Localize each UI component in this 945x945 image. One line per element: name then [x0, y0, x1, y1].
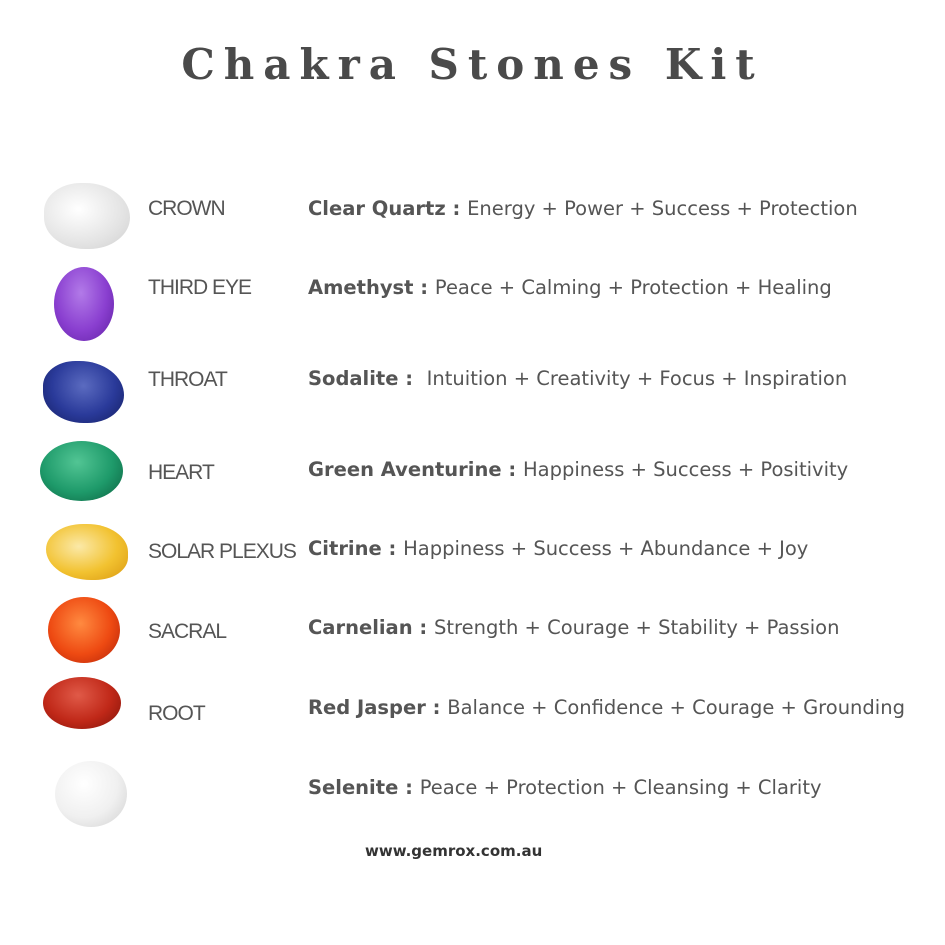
selenite-stone-image	[55, 761, 127, 827]
stone-description	[308, 616, 839, 640]
stone-benefits: Strength + Courage + Stability + Passion	[434, 616, 840, 639]
stone-row-throat	[0, 348, 945, 408]
chakra-label: THIRD EYE	[148, 276, 252, 299]
stone-row-selenite	[0, 757, 945, 817]
stone-row-crown	[0, 178, 945, 238]
stone-benefits: Balance + Confidence + Courage + Grounding	[447, 696, 905, 719]
stone-description	[308, 458, 848, 482]
amethyst-stone-image	[54, 267, 114, 341]
separator: :	[412, 616, 434, 639]
website-link[interactable]: www.gemrox.com.au	[365, 842, 543, 860]
stone-name: Clear Quartz	[308, 197, 446, 220]
stone-benefits: Peace + Protection + Cleansing + Clarity	[419, 776, 822, 799]
stone-description	[308, 197, 858, 221]
stone-row-solar-plexus	[0, 518, 945, 578]
stone-name: Amethyst	[308, 276, 414, 299]
stone-description	[308, 776, 822, 800]
stone-description	[308, 696, 905, 720]
chakra-label: ROOT	[148, 702, 205, 725]
stone-name: Sodalite	[308, 367, 399, 390]
separator: :	[413, 276, 435, 299]
page-title: Chakra Stones Kit	[181, 40, 764, 89]
stone-benefits: Energy + Power + Success + Protection	[467, 197, 858, 220]
stone-benefits: Happiness + Success + Positivity	[522, 458, 849, 481]
stone-description	[308, 276, 832, 300]
stone-row-third-eye	[0, 257, 945, 317]
stone-name: Red Jasper	[308, 696, 426, 719]
chakra-label: THROAT	[148, 368, 227, 391]
separator: :	[445, 197, 468, 220]
stone-name: Selenite	[308, 776, 399, 799]
stone-description	[308, 367, 847, 391]
clear-quartz-stone-image	[44, 183, 130, 249]
separator: :	[398, 776, 420, 799]
stone-benefits: Peace + Calming + Protection + Healing	[434, 276, 832, 299]
citrine-stone-image	[46, 524, 128, 580]
separator: :	[398, 367, 427, 390]
stone-row-sacral	[0, 597, 945, 657]
sodalite-stone-image	[43, 361, 124, 423]
stone-description	[308, 537, 808, 561]
green-aventurine-stone-image	[40, 441, 123, 501]
stone-benefits: Happiness + Success + Abundance + Joy	[403, 537, 809, 560]
stone-row-heart	[0, 439, 945, 499]
separator: :	[501, 458, 523, 481]
chakra-label: SACRAL	[148, 620, 227, 643]
separator: :	[425, 696, 448, 719]
carnelian-stone-image	[48, 597, 120, 663]
stone-benefits: Intuition + Creativity + Focus + Inspiration	[426, 367, 848, 390]
chakra-label: HEART	[148, 461, 214, 484]
chakra-label: SOLAR PLEXUS	[148, 540, 296, 563]
stone-name: Carnelian	[308, 616, 413, 639]
chakra-label: CROWN	[148, 197, 225, 220]
stone-row-root	[0, 677, 945, 737]
separator: :	[381, 537, 404, 560]
red-jasper-stone-image	[43, 677, 121, 729]
stone-name: Green Aventurine	[308, 458, 502, 481]
stone-name: Citrine	[308, 537, 382, 560]
